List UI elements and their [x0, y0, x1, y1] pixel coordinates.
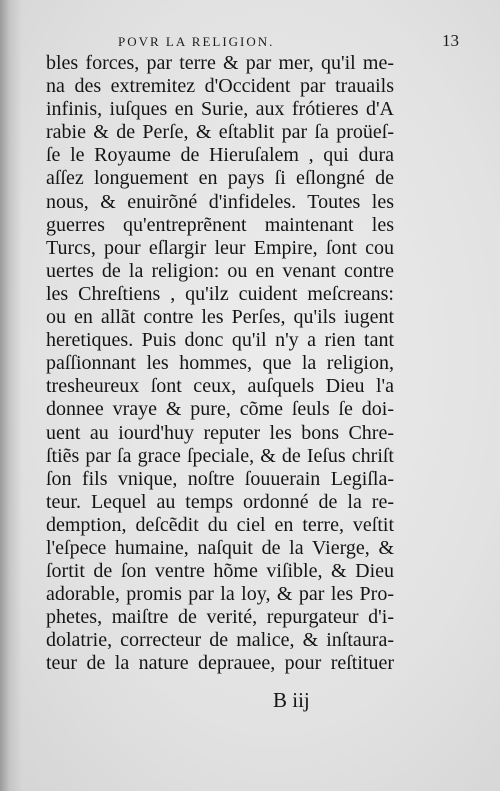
text-line: rabie & de Perſe, & eſtablit par ſa proüeſ- — [46, 121, 394, 144]
text-line: les Chreſtiens , qu'ilz cuident meſcreans: — [46, 282, 394, 305]
text-line: uent au iourd'huy reputer les bons Chre- — [46, 421, 394, 444]
text-line: donnee vraye & pure, cõme ſeuls ſe doi- — [46, 398, 394, 421]
text-line: phetes, maiſtre de verité, repurgateur d'i- — [46, 606, 394, 629]
text-line: Turcs, pour eſlargir leur Empire, ſont cou — [46, 236, 394, 259]
text-line: teur de la nature deprauee, pour reſtituer — [46, 652, 394, 675]
text-line: nous, & enuirõné d'infideles. Toutes les — [46, 190, 394, 213]
text-line: paſſionnant les hommes, que la religion, — [46, 352, 394, 375]
running-title: POVR LA RELIGION. — [118, 34, 275, 49]
text-line: ſon fils vnique, noſtre ſouuerain Legiſla- — [46, 467, 394, 490]
text-line: dolatrie, correcteur de malice, & inſtaura- — [46, 629, 394, 652]
text-line: adorable, promis par la loy, & par les Pro- — [46, 583, 394, 606]
text-line: ſortit de ſon ventre hõme viſible, & Dieu — [46, 560, 394, 583]
text-line: guerres qu'entreprẽnent maintenant les — [46, 213, 394, 236]
text-line: demption, deſcẽdit du ciel en terre, veſtit — [46, 513, 394, 536]
folio-number: 13 — [442, 31, 459, 50]
signature-mark: B iij — [273, 688, 310, 712]
text-line: ſtiẽs par ſa grace ſpeciale, & de Ieſus chriſt — [46, 444, 394, 467]
text-line: ou en allãt contre les Perſes, qu'ils iugent — [46, 306, 394, 329]
text-line: heretiques. Puis donc qu'il n'y a rien tant — [46, 329, 394, 352]
text-line: aſſez longuement en pays ſi eſlongné de — [46, 167, 394, 190]
text-line: tresheureux ſont ceux, auſquels Dieu l'a — [46, 375, 394, 398]
text-line: na des extremitez d'Occident par trauails — [46, 75, 394, 98]
text-line: l'eſpece humaine, naſquit de la Vierge, & — [46, 536, 394, 559]
text-line: uertes de la religion: ou en venant contre — [46, 259, 394, 282]
text-line: ſe le Royaume de Hieruſalem , qui dura — [46, 144, 394, 167]
text-block — [46, 52, 394, 676]
text-line: infinis, iuſques en Surie, aux frótieres d'A — [46, 98, 394, 121]
gutter-shadow — [0, 0, 22, 791]
text-line: teur. Lequel au temps ordonné de la re- — [46, 490, 394, 513]
text-line: bles forces, par terre & par mer, qu'il me- — [46, 52, 394, 74]
